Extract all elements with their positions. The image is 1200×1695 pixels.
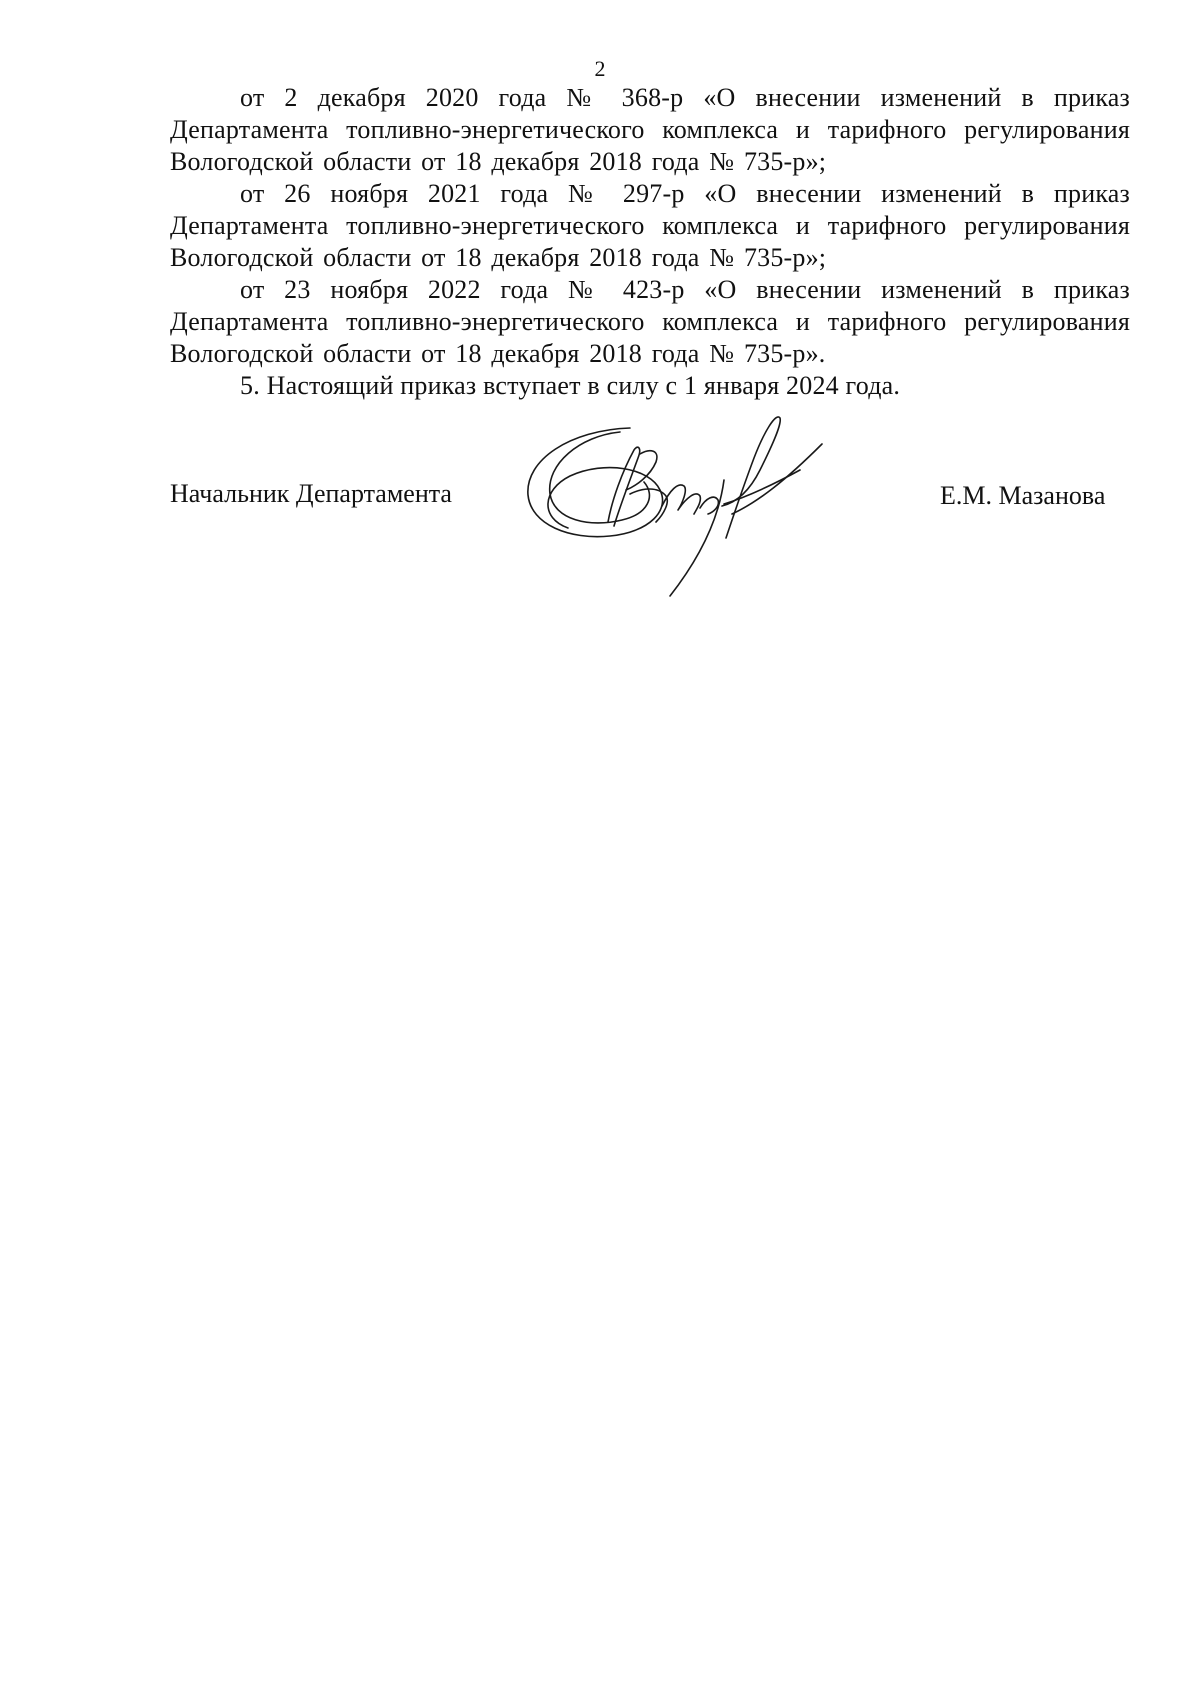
paragraph-order-2020: от 2 декабря 2020 года № 368-р «О внесении изменений в приказ Департамента топливно-энергетического комплекса и тарифного регулирования Вологодской области от 18 декабря 2018 года № 735-р»; <box>170 83 1130 176</box>
page-number: 2 <box>594 56 606 81</box>
signatory-position: Начальник Департамента <box>170 479 452 508</box>
handwritten-signature <box>510 410 870 600</box>
paragraph-order-2022: от 23 ноября 2022 года № 423-р «О внесении изменений в приказ Департамента топливно-энергетического комплекса и тарифного регулирования Вологодской области от 18 декабря 2018 года № 735-р». <box>170 275 1130 368</box>
paragraph-order-2021: от 26 ноября 2021 года № 297-р «О внесении изменений в приказ Департамента топливно-энергетического комплекса и тарифного регулирования Вологодской области от 18 декабря 2018 года № 735-р»; <box>170 179 1130 272</box>
paragraph-effective-date: 5. Настоящий приказ вступает в силу с 1 января 2024 года. <box>240 371 901 400</box>
document-body <box>170 82 1130 402</box>
signatory-name: Е.М. Мазанова <box>940 481 1106 510</box>
